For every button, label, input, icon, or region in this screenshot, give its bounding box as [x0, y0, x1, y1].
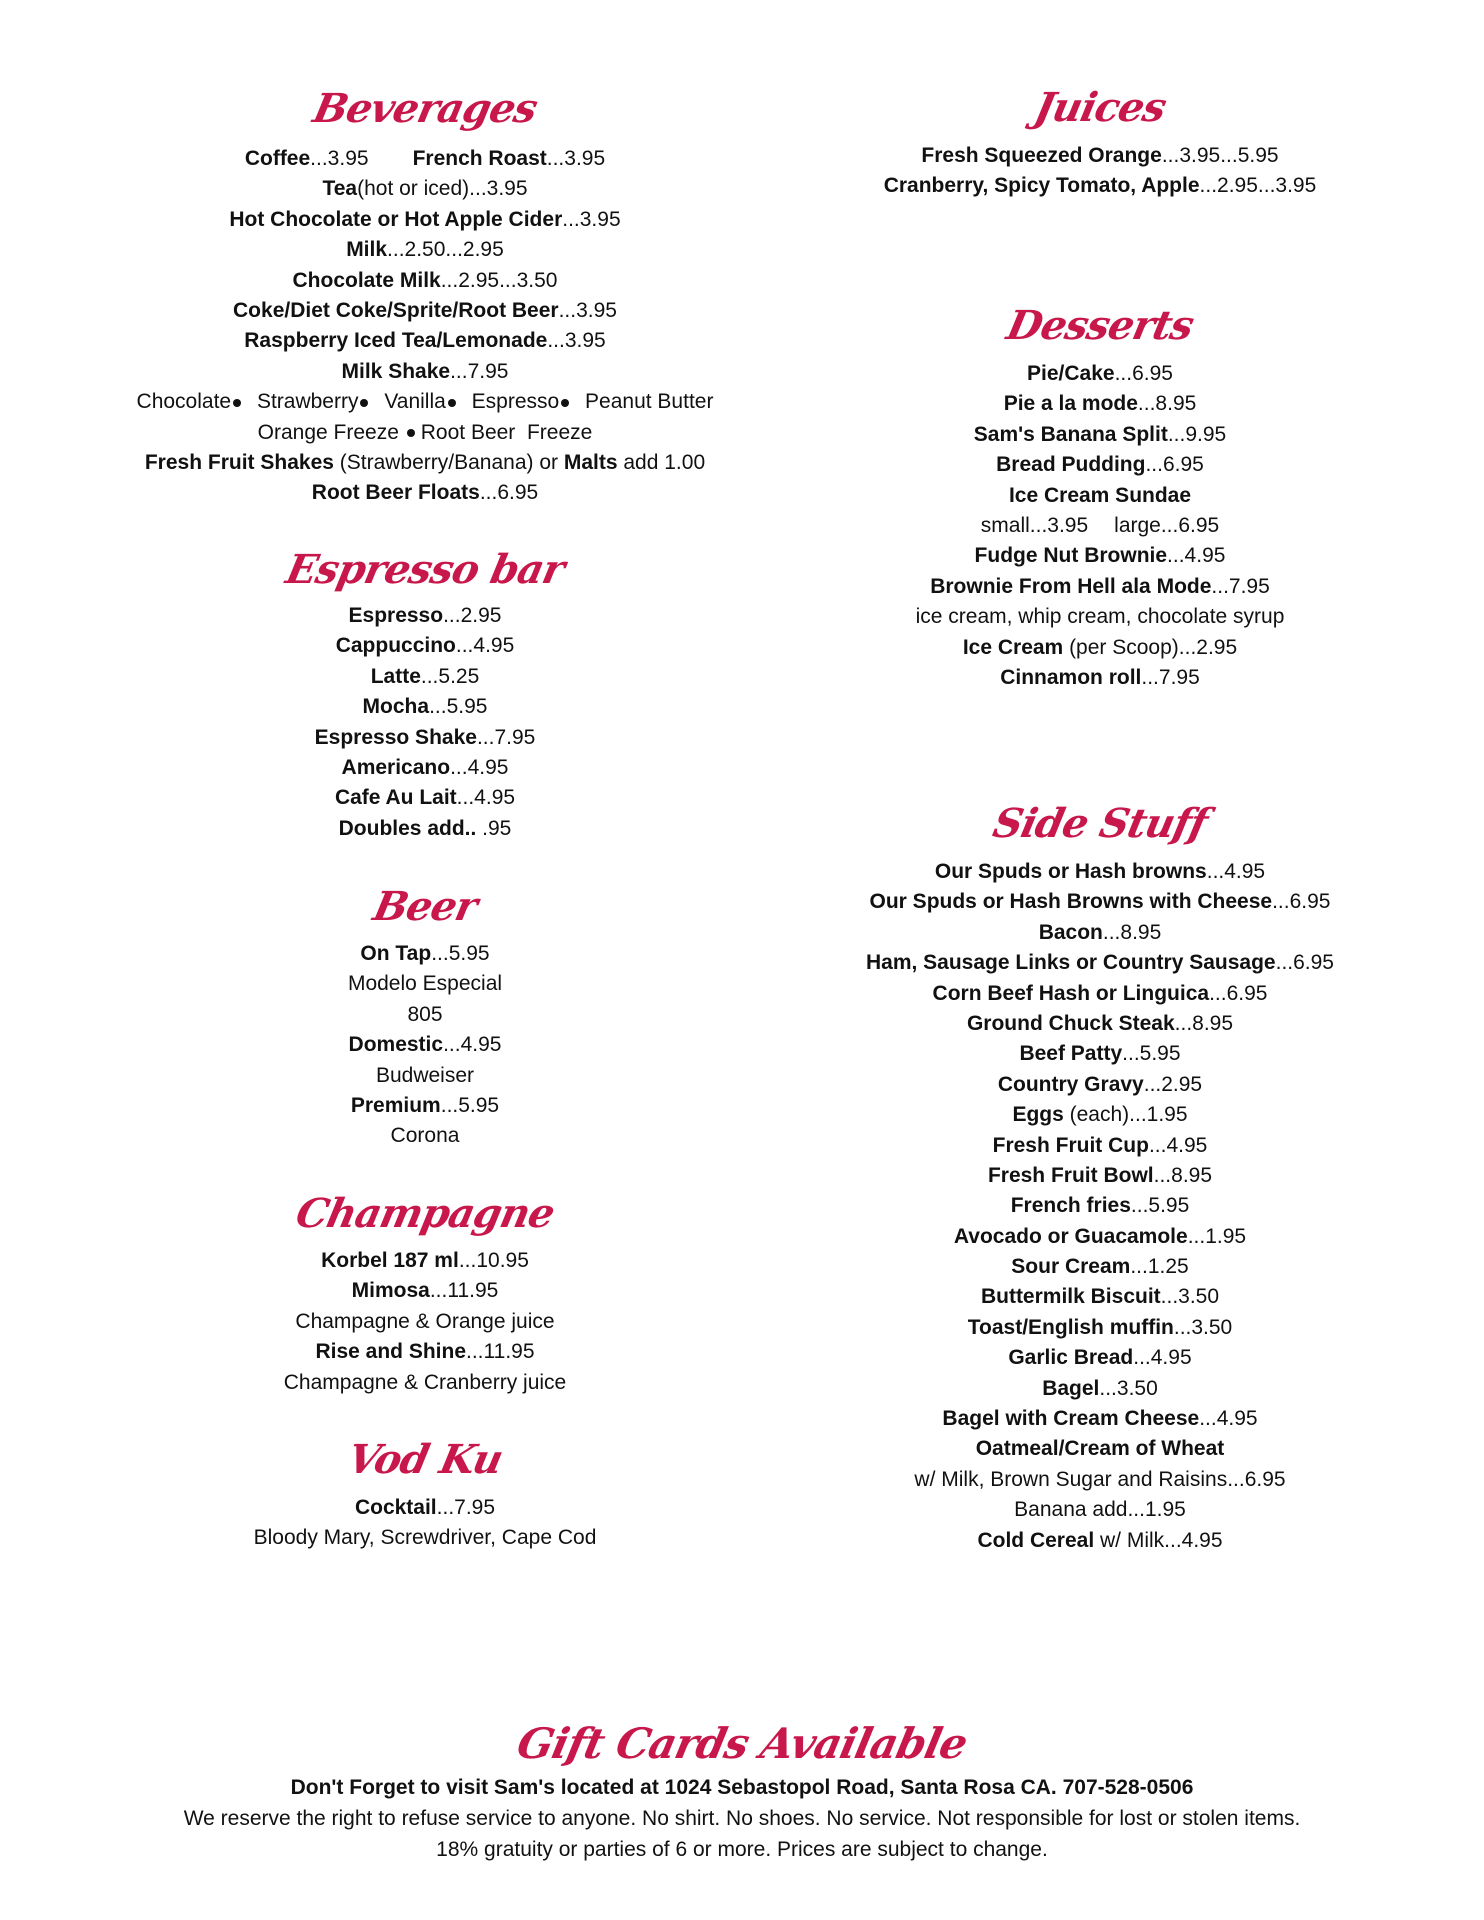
- gift-cards-heading: Gift Cards Available: [512, 1719, 972, 1768]
- item-name: Oatmeal/Cream of Wheat: [975, 1437, 1225, 1461]
- bullet-icon: [561, 399, 569, 407]
- visit-line: Don't Forget to visit Sam's located at 1024 Sebastopol Road, Santa Rosa CA. 707-528-0506: [290, 1776, 1194, 1799]
- menu-line: [100, 1246, 750, 1276]
- item-name: Cold Cereal: [977, 1528, 1095, 1552]
- item-name: Bagel with Cream Cheese: [942, 1407, 1200, 1431]
- item-desc: Budweiser: [375, 1063, 475, 1087]
- menu-line: [740, 1343, 1460, 1373]
- flavor: Peanut Butter: [585, 390, 714, 414]
- beverages-heading: Beverages: [309, 85, 542, 132]
- side-stuff-list: [740, 857, 1460, 1556]
- menu-line: [100, 1091, 750, 1121]
- item-name: Ground Chuck Steak: [966, 1011, 1175, 1035]
- footer: [0, 1720, 1484, 1865]
- item-name: Americano: [341, 755, 451, 779]
- item-price: ...6.95: [479, 481, 539, 505]
- item-price: ...5.95: [1122, 1042, 1181, 1066]
- menu-line: [740, 663, 1460, 693]
- item-name: Brownie From Hell ala Mode: [930, 574, 1212, 598]
- menu-line: [100, 357, 750, 387]
- bullet-icon: [448, 399, 456, 407]
- item-price: ...2.95...3.95: [1199, 174, 1317, 198]
- item-price: .95: [476, 816, 512, 840]
- champagne-list: [100, 1246, 750, 1398]
- item-desc: large...6.95: [1114, 513, 1220, 537]
- menu-line: [740, 1039, 1460, 1069]
- item-name: Rise and Shine: [315, 1340, 467, 1364]
- menu-line: [740, 1161, 1460, 1191]
- item-name: Country Gravy: [997, 1072, 1144, 1096]
- item-price: ...8.95: [1102, 920, 1162, 944]
- item-detail: add 1.00: [617, 450, 706, 474]
- item-name: Root Beer Floats: [311, 481, 480, 505]
- flavor: Espresso: [471, 390, 560, 414]
- item-name: Raspberry Iced Tea/Lemonade: [244, 329, 548, 353]
- item-detail: (Strawberry/Banana) or: [333, 450, 564, 474]
- item-name: Fudge Nut Brownie: [974, 544, 1168, 568]
- item-name: Pie/Cake: [1027, 362, 1115, 385]
- item-name: Hot Chocolate or Hot Apple Cider: [229, 207, 563, 231]
- menu-line: [740, 541, 1460, 571]
- menu-line: [100, 418, 750, 448]
- espresso-bar-list: [100, 601, 750, 844]
- desserts-heading: Desserts: [1002, 302, 1198, 349]
- item-name: On Tap: [360, 942, 432, 965]
- item-name: Doubles add..: [338, 816, 477, 840]
- bullet-icon: [407, 429, 415, 437]
- item-name: Beef Patty: [1019, 1042, 1123, 1066]
- item-price: ...4.95: [1167, 544, 1226, 568]
- menu-line: [100, 235, 750, 265]
- menu-line: [100, 723, 750, 753]
- juices-heading: Juices: [1030, 84, 1170, 131]
- bullet-icon: [233, 399, 241, 407]
- item-name: Latte: [370, 664, 421, 688]
- menu-line: [740, 1374, 1460, 1404]
- champagne-heading: Champagne: [291, 1190, 559, 1237]
- menu-line: [740, 1495, 1460, 1525]
- item-name: Buttermilk Biscuit: [980, 1285, 1161, 1309]
- item-name: Cappuccino: [335, 634, 456, 658]
- item-name: Coffee: [244, 147, 311, 170]
- side-stuff-heading: Side Stuff: [988, 800, 1212, 847]
- menu-line: [740, 602, 1460, 632]
- item-price: ...2.95: [1143, 1072, 1203, 1096]
- menu-line: [740, 633, 1460, 663]
- menu-line: [100, 1121, 750, 1151]
- item-desc: 805: [407, 1002, 443, 1026]
- item-name: Mocha: [362, 695, 430, 719]
- menu-line: [100, 692, 750, 722]
- gratuity-line: 18% gratuity or parties of 6 or more. Prices are subject to change.: [436, 1838, 1048, 1861]
- item-name: Fresh Fruit Shakes: [144, 450, 334, 474]
- item-price: ...8.95: [1153, 1163, 1213, 1187]
- item-price: ...6.95: [1145, 453, 1204, 477]
- menu-line: [740, 1009, 1460, 1039]
- item-price: ...4.95: [1199, 1407, 1258, 1431]
- item-price: ...2.95...3.50: [440, 268, 558, 292]
- item-name: Toast/English muffin: [967, 1315, 1174, 1339]
- item-price: ...3.95...5.95: [1161, 144, 1279, 167]
- menu-line: [740, 1282, 1460, 1312]
- item-price: (each)...1.95: [1063, 1103, 1188, 1127]
- menu-line: [100, 601, 750, 631]
- menu-line: [100, 814, 750, 844]
- menu-line: [740, 979, 1460, 1009]
- menu-line: [740, 1100, 1460, 1130]
- item-name: Our Spuds or Hash browns: [934, 860, 1207, 883]
- desserts-list: [740, 359, 1460, 693]
- menu-line: [100, 1276, 750, 1306]
- menu-line: [740, 1526, 1460, 1556]
- beer-heading: Beer: [369, 883, 481, 930]
- item-name: Espresso: [348, 604, 444, 627]
- item-name: Coke/Diet Coke/Sprite/Root Beer: [233, 298, 559, 322]
- item-name: Ice Cream Sundae: [1008, 483, 1192, 507]
- menu-line: [100, 1368, 750, 1398]
- item-name: Milk Shake: [341, 359, 451, 383]
- item-name: Milk: [346, 238, 388, 262]
- item-price: ...9.95: [1167, 422, 1227, 446]
- flavor: Strawberry: [256, 390, 359, 414]
- menu-line: [100, 1307, 750, 1337]
- item-price: ...8.95: [1137, 392, 1197, 416]
- menu-line: [740, 389, 1460, 419]
- item-price: ...5.95: [440, 1093, 500, 1117]
- item-price: ...4.95: [1206, 860, 1266, 883]
- item-detail: (per Scoop)...2.95: [1063, 635, 1238, 659]
- item-price: ...7.95: [450, 359, 509, 383]
- item-name: Chocolate Milk: [292, 268, 441, 292]
- menu-line: [100, 296, 750, 326]
- item-price: ...10.95: [458, 1249, 529, 1272]
- item-desc: Champagne & Cranberry juice: [283, 1370, 567, 1394]
- item-price: ...7.95: [476, 725, 536, 749]
- item-desc: Corona: [390, 1124, 460, 1148]
- item-name: Sour Cream: [1011, 1255, 1131, 1279]
- item-name: Bacon: [1038, 920, 1103, 944]
- item-price: ...6.95: [1114, 362, 1173, 385]
- item-price: ...4.95: [1133, 1346, 1192, 1370]
- item-name: Malts: [563, 450, 618, 474]
- item-name: Garlic Bread: [1008, 1346, 1134, 1370]
- item-desc: Modelo Especial: [347, 972, 503, 996]
- item-desc: w/ Milk, Brown Sugar and Raisins...6.95: [914, 1467, 1286, 1491]
- item-desc: small...3.95: [980, 513, 1089, 537]
- item-price: ...3.95: [562, 207, 621, 231]
- menu-line: [100, 939, 750, 969]
- menu-line: [100, 969, 750, 999]
- vodka-heading: Vod Ku: [343, 1436, 507, 1483]
- item-name: French Roast: [412, 147, 547, 170]
- menu-line: [740, 359, 1460, 389]
- item-name: Premium: [350, 1093, 441, 1117]
- menu-line: [100, 144, 750, 174]
- item-price: ...4.95: [455, 634, 515, 658]
- menu-line: [740, 1222, 1460, 1252]
- item-name: Pie a la mode: [1003, 392, 1138, 416]
- juices-list: [740, 141, 1460, 202]
- item-price: ...11.95: [429, 1279, 499, 1303]
- menu-line: [100, 448, 750, 478]
- item-name: Espresso Shake: [314, 725, 477, 749]
- item-price: ...6.95: [1272, 890, 1331, 914]
- item-name: Fresh Squeezed Orange: [921, 144, 1162, 167]
- item-name: Ham, Sausage Links or Country Sausage: [865, 951, 1276, 975]
- menu-line: [740, 481, 1460, 511]
- item-detail: w/ Milk...4.95: [1094, 1528, 1223, 1552]
- item-name: Fresh Fruit Bowl: [987, 1163, 1154, 1187]
- item-desc: Banana add...1.95: [1014, 1498, 1186, 1522]
- item-desc: Champagne & Orange juice: [295, 1309, 555, 1333]
- reserve-line: We reserve the right to refuse service to anyone. No shirt. No shoes. No service. Not responsible for lost or stolen items.: [183, 1807, 1301, 1830]
- item-price: ...3.95: [558, 298, 617, 322]
- menu-line: [100, 478, 750, 508]
- item-desc: Bloody Mary, Screwdriver, Cape Cod: [253, 1526, 597, 1550]
- menu-line: [100, 753, 750, 783]
- menu-line: [740, 1070, 1460, 1100]
- beer-list: [100, 939, 750, 1152]
- shake-flavors: [100, 387, 750, 417]
- item-price: ...3.50: [1160, 1285, 1220, 1309]
- menu-line: [100, 1493, 750, 1523]
- menu-line: [100, 1337, 750, 1367]
- menu-line: [740, 1252, 1460, 1282]
- item-name: Tea: [322, 177, 358, 201]
- item-name: Cinnamon roll: [1000, 665, 1142, 689]
- item-price: ...3.95: [310, 147, 369, 170]
- menu-line: [100, 1061, 750, 1091]
- item-name: Avocado or Guacamole: [953, 1224, 1188, 1248]
- item-name: Korbel 187 ml: [321, 1249, 459, 1272]
- item-name: Mimosa: [351, 1279, 430, 1303]
- item-name: Fresh Fruit Cup: [992, 1133, 1149, 1157]
- item-price: ...8.95: [1174, 1011, 1234, 1035]
- menu-line: [100, 326, 750, 356]
- menu-line: [100, 1030, 750, 1060]
- flavor: Vanilla: [384, 390, 446, 414]
- item-detail: (hot or iced)...3.95: [357, 177, 528, 201]
- menu-line: [740, 857, 1460, 887]
- item-name: Cocktail: [354, 1496, 437, 1519]
- item-price: ...4.95: [456, 786, 516, 810]
- item-name: Cranberry, Spicy Tomato, Apple: [883, 174, 1200, 198]
- menu-line: [740, 511, 1460, 541]
- menu-line: [100, 631, 750, 661]
- item-desc: ice cream, whip cream, chocolate syrup: [915, 605, 1285, 629]
- menu-line: [740, 141, 1460, 171]
- menu-line: [740, 1434, 1460, 1464]
- item-price: ...7.95: [1141, 665, 1200, 689]
- menu-line: [100, 205, 750, 235]
- item-name: Cafe Au Lait: [334, 786, 457, 810]
- freeze-item: Orange Freeze: [257, 420, 399, 444]
- menu-line: [740, 450, 1460, 480]
- espresso-bar-heading: Espresso bar: [282, 546, 569, 593]
- item-price: ...1.25: [1130, 1255, 1189, 1279]
- menu-line: [740, 171, 1460, 201]
- item-name: Sam's Banana Split: [973, 422, 1168, 446]
- item-price: ...1.95: [1187, 1224, 1247, 1248]
- item-price: ...5.95: [1130, 1194, 1190, 1218]
- menu-line: [740, 948, 1460, 978]
- vodka-list: [100, 1493, 750, 1554]
- menu-line: [740, 1313, 1460, 1343]
- item-price: ...6.95: [1275, 951, 1334, 975]
- item-price: ...6.95: [1209, 981, 1268, 1005]
- freeze-item: Root Beer Freeze: [420, 420, 593, 444]
- item-price: ...7.95: [1211, 574, 1270, 598]
- item-price: ...7.95: [436, 1496, 496, 1519]
- menu-line: [740, 1131, 1460, 1161]
- item-name: Corn Beef Hash or Linguica: [932, 981, 1210, 1005]
- item-name: Domestic: [348, 1033, 444, 1057]
- menu-line: [740, 1191, 1460, 1221]
- item-name: French fries: [1010, 1194, 1131, 1218]
- item-price: ...3.50: [1173, 1315, 1233, 1339]
- beverages-list: [100, 144, 750, 509]
- menu-line: [740, 1404, 1460, 1434]
- menu-line: [100, 783, 750, 813]
- item-name: Our Spuds or Hash Browns with Cheese: [869, 890, 1273, 914]
- item-price: ...11.95: [466, 1340, 535, 1364]
- item-price: ...3.95: [546, 147, 606, 170]
- item-price: ...4.95: [450, 755, 509, 779]
- item-price: ...5.25: [420, 664, 480, 688]
- item-price: ...2.95: [443, 604, 502, 627]
- menu-line: [100, 1000, 750, 1030]
- item-price: ...5.95: [429, 695, 488, 719]
- item-name: Ice Cream: [962, 635, 1064, 659]
- menu-line: [100, 266, 750, 296]
- item-price: ...5.95: [431, 942, 490, 965]
- menu-line: [740, 572, 1460, 602]
- menu-line: [100, 1523, 750, 1553]
- item-name: Eggs: [1012, 1103, 1064, 1127]
- flavor: Chocolate: [136, 390, 232, 414]
- menu-line: [740, 918, 1460, 948]
- item-price: ...4.95: [443, 1033, 502, 1057]
- item-price: ...3.50: [1099, 1376, 1158, 1400]
- bullet-icon: [360, 399, 368, 407]
- menu-line: [740, 1465, 1460, 1495]
- menu-line: [740, 420, 1460, 450]
- item-name: Bread Pudding: [996, 453, 1146, 477]
- item-price: ...3.95: [547, 329, 606, 353]
- item-price: ...4.95: [1148, 1133, 1208, 1157]
- menu-line: [100, 662, 750, 692]
- menu-line: [740, 887, 1460, 917]
- menu-line: [100, 174, 750, 204]
- item-name: Bagel: [1042, 1376, 1100, 1400]
- item-price: ...2.50...2.95: [387, 238, 504, 262]
